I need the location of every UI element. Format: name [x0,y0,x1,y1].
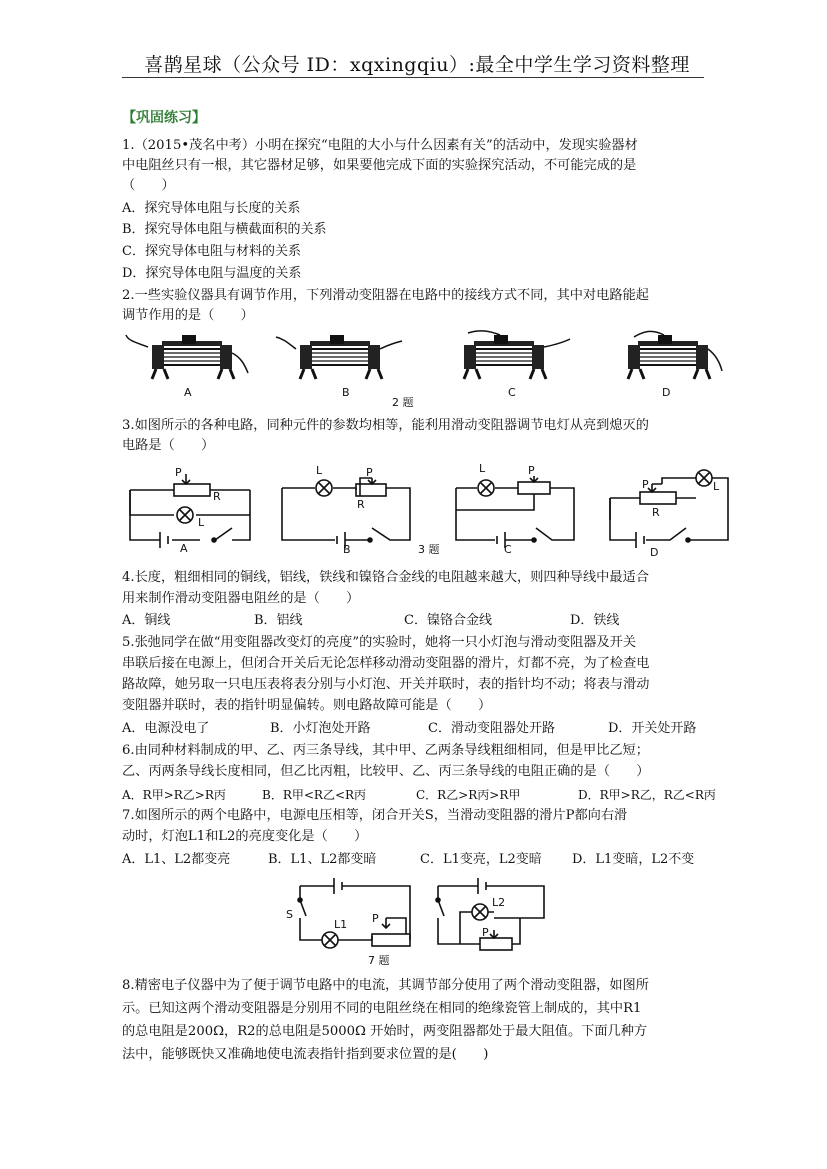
q7-line1: 7.如图所示的两个电路中，电源电压相等，闭合开关S，当滑动变阻器的滑片P都向右滑 [122,808,628,823]
q7-circuit-right [436,878,544,950]
circuit-d-label: D [650,546,659,559]
q1-option-a: A．探究导体电阻与长度的关系 [122,201,301,216]
q3-line2: 电路是（ ） [122,438,215,453]
circuit-a-p: P [175,466,182,479]
q8-line2: 示。已知这两个滑动变阻器是分别用不同的电阻丝绕在相同的绝缘瓷管上制成的，其中R1 [122,1001,642,1016]
circuit-c-p: P [528,464,535,477]
q5-line3: 路故障，她另取一只电压表将表分别与小灯泡、开关并联时，表的指针均不动；将表与滑动 [122,677,650,692]
q6-option-d: D．R甲>R乙，R乙<R丙 [578,788,716,802]
q7-left-s: S [286,908,293,921]
q3-line1: 3.如图所示的各种电路，同种元件的参数均相等，能利用滑动变阻器调节电灯从亮到熄灭的 [122,418,649,433]
q8-line3: 的总电阻是200Ω，R2的总电阻是5000Ω 开始时，两变阻器都处于最大阻值。下面几种方 [122,1024,648,1039]
q4-option-d: D．铁线 [570,613,620,628]
q4-line2: 用来制作滑动变阻器电阻丝的是（ ） [122,591,360,606]
q2-label-d: D [662,386,671,399]
q2-line2: 调节作用的是（ ） [122,308,254,323]
q6-option-a: A．R甲>R乙>R丙 [122,788,226,802]
circuit-d-r: R [652,506,660,519]
circuit-a-r: R [213,490,221,503]
q7-option-a: A．L1、L2都变亮 [122,852,231,867]
q6-line1: 6.由同种材料制成的甲、乙、丙三条导线，其中甲、乙两条导线粗细相同，但是甲比乙短； [122,743,649,758]
circuit-c-label: C [504,543,512,556]
q2-label-b: B [342,386,350,399]
q3-caption: 3 题 [418,543,440,556]
circuit-d-p: P [642,478,649,491]
q2-line1: 2.一些实验仪器具有调节作用，下列滑动变阻器在电路中的接线方式不同，其中对电路能起 [122,288,649,303]
q8-line1: 8.精密电子仪器中为了便于调节电路中的电流，其调节部分使用了两个滑动变阻器，如图所 [122,978,649,993]
q5-line4: 变阻器并联时，表的指针明显偏转。则电路故障可能是（ ） [122,698,492,713]
q7-option-b: B．L1、L2都变暗 [268,852,377,867]
q1-line1: 1.（2015•茂名中考）小明在探究“电阻的大小与什么因素有关”的活动中，发现实验器材 [122,138,638,153]
q7-caption: 7 题 [368,954,390,967]
q1-option-d: D．探究导体电阻与温度的关系 [122,266,302,281]
q4-option-c: C．镍铬合金线 [404,613,492,628]
q6-line2: 乙、丙两条导线长度相同，但乙比丙粗，比较甲、乙、丙三条导线的电阻正确的是（ ） [122,764,650,779]
q7-line2: 动时，灯泡L1和L2的亮度变化是（ ） [122,829,368,844]
q4-line1: 4.长度，粗细相同的铜线，铝线，铁线和镍铬合金线的电阻越来越大，则四种导线中最适合 [122,570,649,585]
circuit-d-l: L [713,480,720,493]
q6-option-c: C．R乙>R丙>R甲 [416,788,521,802]
circuit-a-l: L [198,516,205,529]
circuit-b-l: L [316,464,323,477]
q2-label-a: A [184,386,192,399]
q1-option-c: C．探究导体电阻与材料的关系 [122,244,301,259]
q5-option-d: D．开关处开路 [608,721,697,736]
q4-option-b: B．铝线 [254,613,303,628]
q1-line2: 中电阻丝只有一根，其它器材足够，如果要他完成下面的实验探究活动，不可能完成的是 [122,158,637,173]
q8-line4: 法中，能够既快又准确地使电流表指针指到要求位置的是( ) [122,1047,489,1062]
q4-option-a: A．铜线 [122,613,171,628]
q5-option-a: A．电源没电了 [122,721,210,736]
q7-circuit-left [298,878,410,948]
circuit-c-l: L [479,462,486,475]
page-header: 喜鹊星球（公众号 ID：xqxingqiu）:最全中学生学习资料整理 [144,54,690,76]
q6-option-b: B．R甲<R乙<R丙 [262,788,367,802]
q7-left-l1: L1 [334,918,348,931]
q1-option-b: B．探究导体电阻与横截面积的关系 [122,222,327,237]
q5-line1: 5.张弛同学在做“用变阻器改变灯的亮度”的实验时，她将一只小灯泡与滑动变阻器及开关 [122,635,636,650]
q2-caption: 2 题 [392,396,414,409]
q5-option-c: C．滑动变阻器处开路 [428,721,555,736]
q7-option-c: C．L1变亮，L2变暗 [420,852,542,867]
q1-line3: （ ） [122,178,175,193]
section-title: 【巩固练习】 [122,110,206,126]
circuit-b-label: B [343,543,351,556]
q5-option-b: B．小灯泡处开路 [270,721,371,736]
circuit-a-label: A [180,542,188,555]
q2-label-c: C [508,386,516,399]
q7-left-p: P [372,912,379,925]
q5-line2: 串联后接在电源上，但闭合开关后无论怎样移动滑动变阻器的滑片，灯都不亮，为了检查电 [122,656,650,671]
circuit-b-p: P [366,466,373,479]
circuit-b-r: R [357,498,365,511]
q7-option-d: D．L1变暗，L2不变 [572,852,695,867]
q7-right-l2: L2 [492,896,506,909]
q7-right-p: P [482,926,489,939]
